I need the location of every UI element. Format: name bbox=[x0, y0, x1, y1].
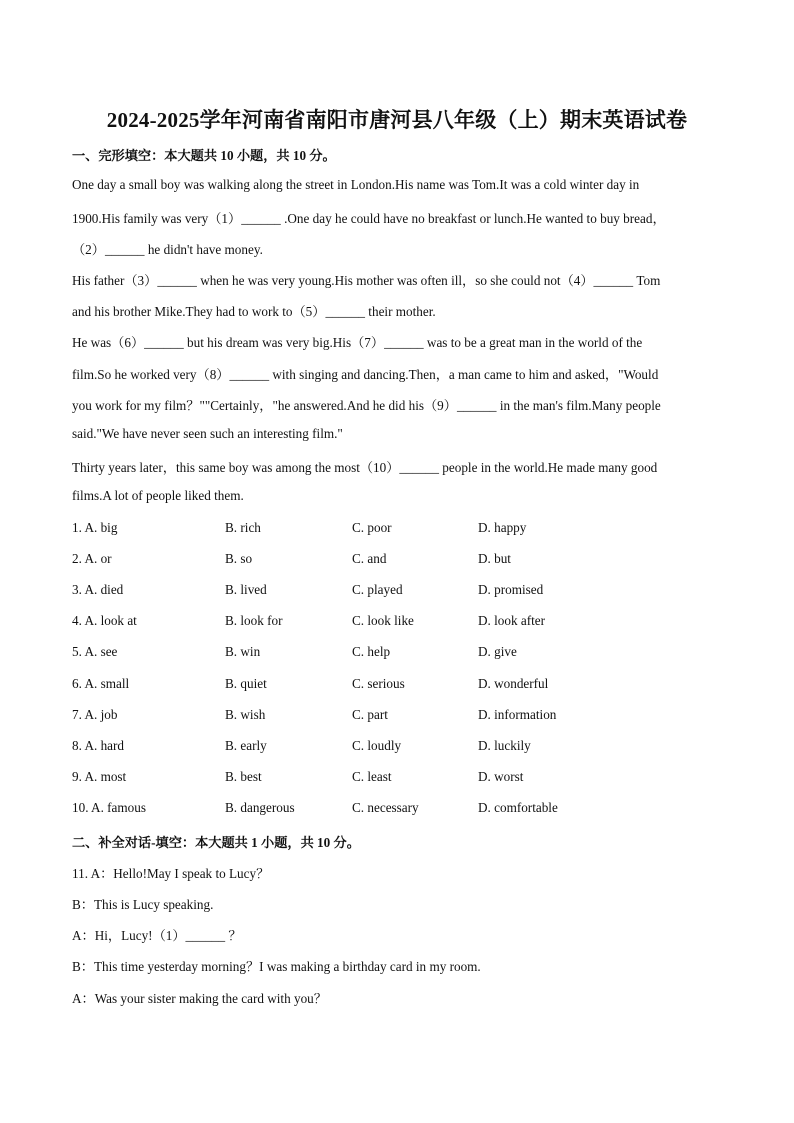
passage-line: and his brother Mike.They had to work to（5）______ their mother. bbox=[72, 304, 436, 319]
option-d: D. comfortable bbox=[478, 800, 558, 815]
option-c: C. played bbox=[352, 582, 403, 597]
option-c: C. help bbox=[352, 644, 391, 659]
option-b: B. quiet bbox=[225, 676, 267, 691]
option-b: B. wish bbox=[225, 707, 266, 722]
option-c: C. least bbox=[352, 769, 392, 784]
option-c: C. and bbox=[352, 551, 387, 566]
option-d: D. luckily bbox=[478, 738, 531, 753]
dialog-line: B：This is Lucy speaking. bbox=[72, 897, 214, 912]
option-b: B. lived bbox=[225, 582, 267, 597]
section-2-heading: 二、补全对话-填空：本大题共 1 小题，共 10 分。 bbox=[72, 835, 360, 850]
passage-line: He was（6）______ but his dream was very big.His（7）______ was to be a great man in the world of the bbox=[72, 335, 643, 350]
passage-line: One day a small boy was walking along the street in London.His name was Tom.It was a cold winter day in bbox=[72, 177, 640, 192]
option-c: C. poor bbox=[352, 520, 392, 535]
option-c: C. necessary bbox=[352, 800, 419, 815]
option-a: 1. A. big bbox=[72, 520, 118, 535]
option-d: D. wonderful bbox=[478, 676, 549, 691]
option-c: C. part bbox=[352, 707, 388, 722]
option-a: 9. A. most bbox=[72, 769, 127, 784]
option-a: 3. A. died bbox=[72, 582, 124, 597]
passage-line: （2）______ he didn't have money. bbox=[72, 242, 263, 257]
dialog-line: B：This time yesterday morning？I was making a birthday card in my room. bbox=[72, 959, 481, 974]
option-b: B. rich bbox=[225, 520, 261, 535]
option-b: B. dangerous bbox=[225, 800, 295, 815]
option-b: B. best bbox=[225, 769, 262, 784]
passage-line: films.A lot of people liked them. bbox=[72, 488, 244, 503]
option-d: D. worst bbox=[478, 769, 524, 784]
option-d: D. happy bbox=[478, 520, 527, 535]
option-a: 2. A. or bbox=[72, 551, 112, 566]
passage-line: Thirty years later，this same boy was among the most（10）______ people in the world.He made many good bbox=[72, 460, 658, 475]
dialog-line: 11. A：Hello!May I speak to Lucy？ bbox=[72, 866, 270, 881]
option-a: 6. A. small bbox=[72, 676, 130, 691]
option-d: D. but bbox=[478, 551, 511, 566]
passage-line: said."We have never seen such an interesting film." bbox=[72, 426, 343, 441]
option-a: 4. A. look at bbox=[72, 613, 137, 628]
option-b: B. early bbox=[225, 738, 267, 753]
option-c: C. serious bbox=[352, 676, 405, 691]
option-c: C. look like bbox=[352, 613, 414, 628]
option-d: D. give bbox=[478, 644, 517, 659]
dialog-line: A：Was your sister making the card with you？ bbox=[72, 991, 327, 1006]
option-d: D. look after bbox=[478, 613, 546, 628]
option-d: D. promised bbox=[478, 582, 544, 597]
option-d: D. information bbox=[478, 707, 557, 722]
option-c: C. loudly bbox=[352, 738, 402, 753]
option-b: B. win bbox=[225, 644, 261, 659]
option-a: 10. A. famous bbox=[72, 800, 146, 815]
option-a: 8. A. hard bbox=[72, 738, 125, 753]
passage-line: film.So he worked very（8）______ with singing and dancing.Then，a man came to him and asked，"Would bbox=[72, 367, 659, 382]
passage-line: His father（3）______ when he was very young.His mother was often ill，so she could not（4）______ Tom bbox=[72, 273, 661, 288]
dialog-line: A：Hi，Lucy!（1）______ ？ bbox=[72, 928, 242, 943]
passage-line: 1900.His family was very（1）______ .One day he could have no breakfast or lunch.He wanted to buy bread， bbox=[72, 211, 666, 226]
option-a: 7. A. job bbox=[72, 707, 118, 722]
option-b: B. look for bbox=[225, 613, 283, 628]
passage-line: you work for my film？""Certainly，"he answered.And he did his（9）______ in the man's film.Many people bbox=[72, 398, 661, 413]
option-b: B. so bbox=[225, 551, 253, 566]
option-a: 5. A. see bbox=[72, 644, 118, 659]
page-title: 2024-2025学年河南省南阳市唐河县八年级（上）期末英语试卷 bbox=[106, 108, 688, 132]
section-1-heading: 一、完形填空：本大题共 10 小题，共 10 分。 bbox=[72, 148, 336, 163]
